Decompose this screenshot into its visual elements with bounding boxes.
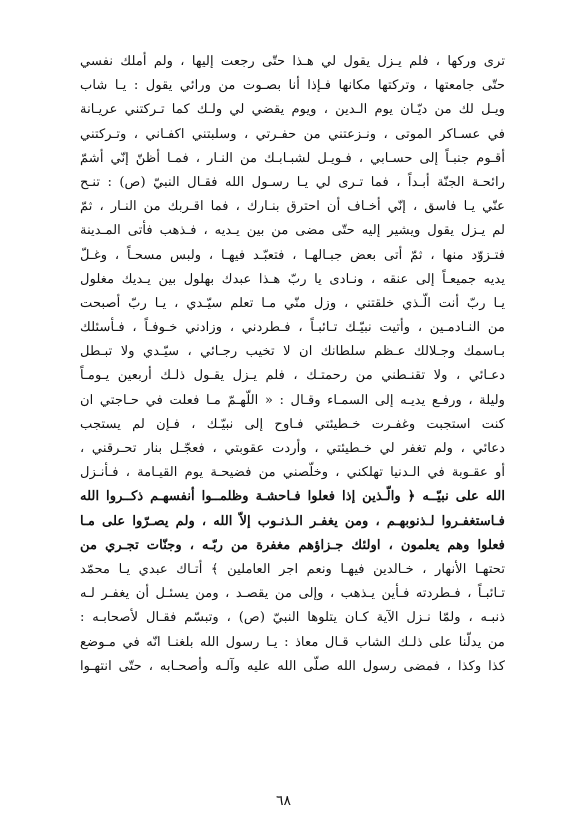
text-line-14: دعـائي ، ولا تقنـطني من رحمتـك ، فلم يـزل يقـول ذلـك أربعين يـومـاً (80, 368, 505, 384)
text-line-12: من النـادمـين ، وأتيت نبيّـك تـائبـاً ، فـطردني ، وزادني خـوفـاً ، فـأسئلك (80, 320, 505, 336)
text-line-10: يديه جميعـاً إلى عنقه ، ونـادى يا ربّ هـذا عبدك بهلول بين يـديك مغلول (80, 271, 505, 287)
text-line-2: حتّى جامعتها ، وتركتها مكانها فـإذا أنا بصـوت من ورائي يقول : يـا شاب (80, 78, 505, 94)
text-line-25: من يدلّنا على ذلـك الشاب قـال معاذ : يـا رسول الله بلغنـا انّه في مـوضع (80, 634, 505, 650)
text-line-26: كذا وكذا ، فمضى رسول الله صلّى الله عليه وآلـه وأصحـابه ، حتّى انتهـوا (80, 658, 505, 674)
body-text (80, 50, 505, 679)
text-line-1: ترى وركها ، فلم يـزل يقول لي هـذا حتّى رجعت إليها ، ولم أملك نفسي (80, 54, 505, 69)
text-line-15: وليلة ، ورفـع يديـه إلى السمـاء وقـال : « اللّهـمّ مـا فعلت في حـاجتي ان (80, 392, 505, 408)
text-line-24: ذنبـه ، ولمّا نـزل الآية كـان يتلوها النبيّ (ص) ، وتبسّم فقـال لأصحابـه : (80, 610, 505, 626)
quran-verse-line-2: فـاستغفـروا لـذنوبهـم ، ومن يغفـر الـذنـوب إلاّ الله ، ولم يصـرّوا على مـا (80, 513, 505, 529)
text-line-8: لم يـزل يقول ويشير إليه حتّى مضى من بين يـديه ، فـذهب فأتى المـدينة (80, 223, 505, 239)
text-line-7: عنّي يـا فاسق ، إنّي أخـاف أن احترق بنـارك ، فما اقـربك من النـار ، ثمّ (80, 199, 505, 215)
page-number: ٦٨ (275, 793, 292, 809)
text-line-11: يـا ربّ أنت الّـذي خلقتني ، وزل منّي مـا تعلم سيّـدي ، يـا ربّ أصبحت (80, 295, 505, 311)
text-line-16: كنت استجبت وغفـرت خـطيئتي فـاوح إلى نبيّـك ، فـإن لم يستجب (80, 416, 505, 432)
text-line-3: ويـل لك من ديّـان يوم الـدين ، ويوم يقضي لي ولـك كما تـركتني عريـانة (80, 102, 505, 118)
text-line-23: تـائبـاً ، فـطردته فـأين يـذهب ، وإلى من يقصـد ، ومن يسئـل أن يغفـر لـه (80, 586, 505, 602)
text-line-18: أو عقـوبة في الـدنيا تهلكني ، وخلّصني من فضيحـة يوم القيـامة ، فـأنـزل (80, 465, 505, 481)
text-line-6: رائحـة الجنّة أبـداً ، فما تـرى لي يـا رسـول الله فقـال النبيّ (ص) : تنـح (80, 174, 505, 190)
quran-verse-line-4: تحتهـا الأنهار ، خـالدين فيهـا ونعم اجر العاملين ﴾ أتـاك عبدي يـا محمّد (80, 561, 505, 577)
text-line-13: بـاسمك وجـلالك عـظم سلطانك ان لا تخيب رجـائي ، سيّـدي ولا تبـطل (80, 344, 505, 360)
text-line-4: في عسـاكر الموتى ، ونـزعتني من حفـرتي ، وسلبتني اكفـاني ، وتـركتني (80, 126, 505, 142)
quran-verse-line-1: الله على نبيّــه ﴿ والّـذين إذا فعلوا فـاحشـة وظلمــوا أنفسهـم ذكــروا الله (80, 489, 505, 505)
quran-verse-line-3: فعلوا وهم يعلمون ، اولئك جـزاؤهم مغفرة من ربّـه ، وجنّات تجـري من (80, 537, 505, 553)
text-line-9: فتـزوّد منها ، ثمّ أتى بعض جبـالهـا ، فتعبّـد فيهـا ، ولبس مسحـاً ، وغـلّ (80, 247, 505, 263)
text-line-5: أقـوم جنبـاً إلى حسـابي ، فـويـل لشبـابـك من النـار ، فمـا أظنّ إنّي أشمّ (80, 150, 505, 166)
text-line-17: دعائي ، ولم تغفر لي خـطيئتي ، وأردت عقوبتي ، فعجّـل بنار تحـرقني ، (80, 441, 505, 456)
